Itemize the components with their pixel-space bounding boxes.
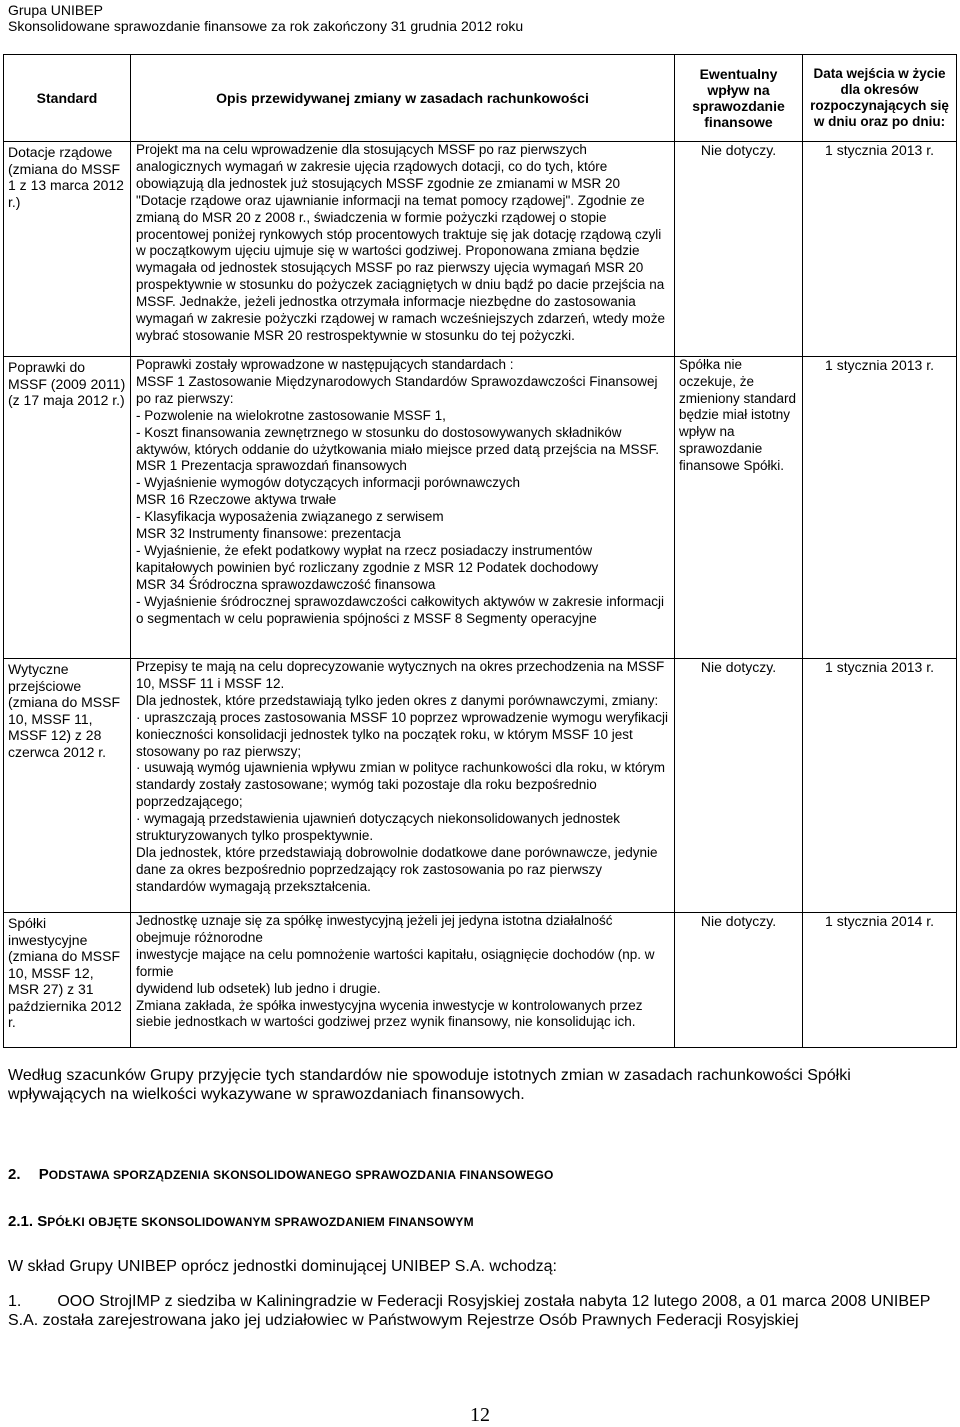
description-line: MSR 34 Śródroczna sprawozdawczość finansowa <box>136 576 436 592</box>
description-line: inwestycje mające na celu pomnożenie wartości kapitału, osiągnięcie dochodów (np. w formie <box>136 946 655 979</box>
table-row <box>4 357 957 659</box>
company-name: Grupa UNIBEP <box>8 2 103 18</box>
page-number: 12 <box>470 1404 490 1426</box>
description-line: MSSF 1 Zastosowanie Międzynarodowych Standardów Sprawozdawczości Finansowej po raz pierwszy: <box>136 373 658 406</box>
description-line: Przepisy te mają na celu doprecyzowanie wytycznych na okres przechodzenia na MSSF 10, MSSF 11 i MSSF 12. <box>136 659 665 691</box>
description-cell <box>131 357 675 659</box>
summary-paragraph: Według szacunków Grupy przyjęcie tych standardów nie spowoduje istotnych zmian w zasadach rachunkowości Spółki wpływających na wielkości wykazywane w sprawozdaniach finansowych. <box>8 1067 851 1103</box>
description-line: · upraszczają proces zastosowania MSSF 10 poprzez wprowadzenie wymogu weryfikacji konieczności konsolidacji jednostek tylko na początek roku, w którym MSSF 10 jest stosowany po raz pierwszy; <box>136 709 668 759</box>
section-heading-2 <box>8 1166 554 1183</box>
header-description: Opis przewidywanej zmiany w zasadach rachunkowości <box>131 55 675 142</box>
standard-cell: Poprawki do MSSF (2009 2011) (z 17 maja 2012 r.) <box>4 357 131 659</box>
composition-paragraph: W skład Grupy UNIBEP oprócz jednostki dominującej UNIBEP S.A. wchodzą: <box>8 1258 557 1275</box>
description-line: · wymagają przedstawienia ujawnień dotyczących niekonsolidowanych jednostek strukturyzowanych tylko prospektywnie. <box>136 811 621 844</box>
description-line: MSR 32 Instrumenty finansowe: prezentacja <box>136 526 401 542</box>
description-cell <box>131 659 675 913</box>
description-line: - Wyjaśnienie wymogów dotyczących informacji porównawczych <box>136 475 521 491</box>
section-title: PÓŁKI OBJĘTE SKONSOLIDOWANYM SPRAWOZDANIEM FINANSOWYM <box>47 1215 474 1229</box>
header-standard: Standard <box>4 55 131 142</box>
list-item <box>8 1292 950 1330</box>
impact-cell: Nie dotyczy. <box>675 142 803 357</box>
description-paragraph: Projekt ma na celu wprowadzenie dla stosujących MSSF po raz pierwszych analogicznych wymagań w zakresie ujęcia rządowych dotacji, co do tych, które obowiązują dla jednostek już stosujących MSSF zgodnie ze zmianami w MSR 20 "Dotacje rządowe oraz ujawnianie informacji na temat pomocy rządowej". Zgodnie ze zmianą do MSR 20 z 2008 r., świadczenia w formie pożyczki rządowej o stopie procentowej poniżej rynkowych stóp procentowych traktuje się jak dotację rządową czyli w początkowym ujęciu ujmuje się w wartości godziwej. Proponowana zmiana będzie wymagała od jednostek stosujących MSSF po raz pierwszy ujęcia wymagań MSR 20 prospektywnie w stosunku do pożyczek zaciągniętych w dniu bądź po dacie przejścia na MSSF. Jednakże, jeżeli jednostka otrzymała informacje niezbędne do zastosowania wymagań w zakresie pożyczki rządowej w ramach wcześniejszych zdarzeń, wtedy może wybrać stosowanie MSR 20 restrospektywnie w stosunku do tej pożyczki. <box>136 142 665 343</box>
description-line: dywidend lub odsetek) lub jedno i drugie. <box>136 980 381 996</box>
date-cell: 1 stycznia 2014 r. <box>803 913 957 1048</box>
standard-cell: Wytyczne przejściowe (zmiana do MSSF 10, MSSF 11, MSSF 12) z 28 czerwca 2012 r. <box>4 659 131 913</box>
date-cell: 1 stycznia 2013 r. <box>803 659 957 913</box>
section-heading-2-1 <box>8 1213 474 1230</box>
description-line: - Wyjaśnienie śródrocznej sprawozdawczości całkowitych aktywów w zakresie informacji o segmentach w celu poprawienia spójności z MSSF 8 Segmenty operacyjne <box>136 593 665 626</box>
description-line: - Klasyfikacja wyposażenia związanego z serwisem <box>136 509 444 525</box>
description-line: MSR 1 Prezentacja sprawozdań finansowych <box>136 458 407 474</box>
standard-cell: Dotacje rządowe (zmiana do MSSF 1 z 13 marca 2012 r.) <box>4 142 131 357</box>
description-line: Dla jednostek, które przedstawiają dobrowolnie dodatkowe dane porównawcze, jedynie dane za okres bezpośrednio poprzedzający rok zastosowania po raz pierwszy standardów wymagają przekształcenia. <box>136 844 658 894</box>
list-item-number: 1. <box>8 1293 22 1310</box>
header-impact: Ewentualny wpływ na sprawozdanie finansowe <box>675 55 803 142</box>
description-line: Zmiana zakłada, że spółka inwestycyjna wycenia inwestycje w kontrolowanych przez siebie jednostkach w wartości godziwej przez wynik finansowy, nie konsolidując ich. <box>136 997 643 1030</box>
description-line: Dla jednostek, które przedstawiają tylko jeden okres z danymi porównawczymi, zmiany: <box>136 692 659 708</box>
table-row <box>4 659 957 913</box>
date-cell: 1 stycznia 2013 r. <box>803 357 957 659</box>
section-title: ODSTAWA SPORZĄDZENIA SKONSOLIDOWANEGO SPRAWOZDANIA FINANSOWEGO <box>48 1168 554 1182</box>
description-line: Jednostkę uznaje się za spółkę inwestycyjną jeżeli jej jedyna istotna działalność obejmuje różnorodne <box>136 913 613 945</box>
table-row <box>4 913 957 1048</box>
impact-cell: Nie dotyczy. <box>675 913 803 1048</box>
section-title-initial: S <box>37 1213 48 1230</box>
description-line: Poprawki zostały wprowadzone w następujących standardach : <box>136 357 514 372</box>
table-header-row <box>4 55 957 142</box>
section-number: 2. <box>8 1166 21 1183</box>
table-row <box>4 142 957 357</box>
description-line: - Pozwolenie na wielokrotne zastosowanie MSSF 1, <box>136 407 446 423</box>
description-line: - Koszt finansowania zewnętrznego w stosunku do dostosowywanych składników aktywów, których oddanie do użytkowania miało miejsce przed datą przejścia na MSSF. <box>136 424 659 457</box>
description-line: MSR 16 Rzeczowe aktywa trwałe <box>136 492 337 508</box>
impact-cell: Spółka nie oczekuje, że zmieniony standard będzie miał istotny wpływ na sprawozdanie finansowe Spółki. <box>675 357 803 659</box>
header-effective-date: Data wejścia w życie dla okresów rozpoczynających się w dniu oraz po dniu: <box>803 55 957 142</box>
report-subtitle: Skonsolidowane sprawozdanie finansowe za rok zakończony 31 grudnia 2012 roku <box>8 18 524 34</box>
section-number: 2.1. <box>8 1213 34 1230</box>
description-cell <box>131 142 675 357</box>
list-item-text: OOO StrojIMP z siedziba w Kaliningradzie w Federacji Rosyjskiej została nabyta 12 lutego 2008, a 01 marca 2008 UNIBEP S.A. została zarejestrowana jako jej udziałowiec w Państwowym Rejestrze Osób Prawnych Federacji Rosyjskiej <box>8 1293 931 1329</box>
standards-table <box>3 54 957 1048</box>
section-title-initial: P <box>38 1166 49 1183</box>
impact-cell: Nie dotyczy. <box>675 659 803 913</box>
standard-cell: Spółki inwestycyjne (zmiana do MSSF 10, MSSF 12, MSR 27) z 31 października 2012 r. <box>4 913 131 1048</box>
page-header <box>8 2 523 34</box>
date-cell: 1 stycznia 2013 r. <box>803 142 957 357</box>
description-cell <box>131 913 675 1048</box>
description-line: · usuwają wymóg ujawnienia wpływu zmian w polityce rachunkowości dla roku, w którym standardy zostały zastosowane; wymóg taki pozostaje dla roku bezpośrednio poprzedzającego; <box>136 760 665 810</box>
description-line: - Wyjaśnienie, że efekt podatkowy wypłat na rzecz posiadaczy instrumentów kapitałowych powinien być rozliczany zgodnie z MSR 12 Podatek dochodowy <box>136 542 599 575</box>
